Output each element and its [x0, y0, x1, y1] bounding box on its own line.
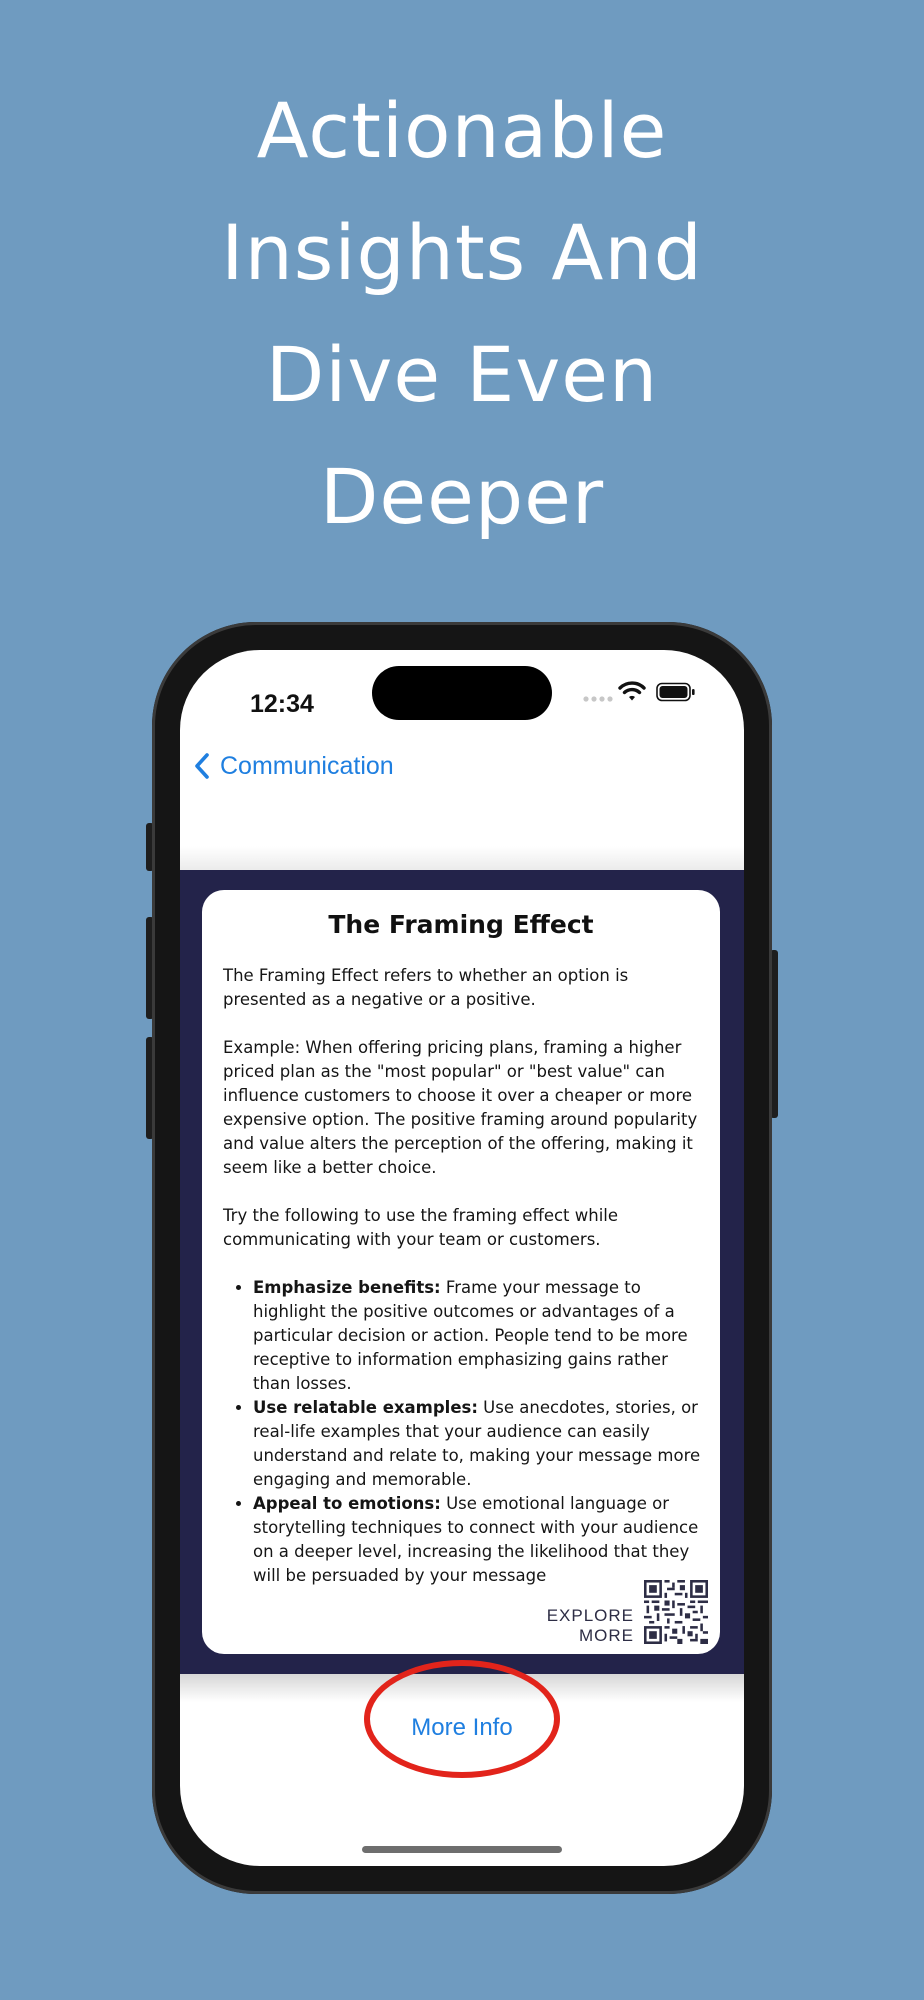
card-intro: The Framing Effect refers to whether an option is presented as a negative or a positive.	[223, 966, 629, 1009]
wifi-icon	[618, 680, 646, 702]
battery-icon	[656, 682, 696, 702]
more-info-button[interactable]: More Info	[411, 1714, 513, 1741]
tips-list	[223, 1276, 709, 1588]
explore-more-line-1: EXPLORE	[546, 1606, 634, 1625]
tip-item	[253, 1276, 709, 1396]
dynamic-island	[372, 666, 552, 720]
headline	[0, 70, 924, 558]
back-button[interactable]	[194, 746, 394, 786]
tip-text: Use emotional language or storytelling techniques to connect with your audience on a deeper level, increasing the likelihood that they will be persuaded by your message	[253, 1494, 699, 1585]
insight-card[interactable]	[202, 890, 720, 1654]
phone-screen	[180, 650, 744, 1866]
chevron-left-icon	[194, 752, 210, 780]
explore-more-label[interactable]	[547, 1606, 634, 1646]
headline-line-1: Actionable	[256, 86, 668, 175]
card-body	[223, 964, 709, 1588]
status-time: 12:34	[250, 690, 314, 718]
tip-title: Emphasize benefits:	[253, 1278, 441, 1297]
tip-text: Frame your message to highlight the positive outcomes or advantages of a particular decision or action. People tend to be more receptive to information emphasizing gains rather than losses.	[253, 1278, 688, 1393]
tip-text: Use anecdotes, stories, or real-life examples that your audience can easily understand and relate to, making your message more engaging and memorable.	[253, 1398, 701, 1489]
tip-item	[253, 1396, 709, 1492]
highlight-circle	[364, 1660, 560, 1778]
headline-line-4: Deeper	[319, 452, 605, 541]
card-try-text: Try the following to use the framing effect while communicating with your team or customers.	[223, 1206, 619, 1249]
tip-title: Use relatable examples:	[253, 1398, 478, 1417]
qr-code-icon[interactable]	[644, 1580, 708, 1644]
card-example: Example: When offering pricing plans, framing a higher priced plan as the "most popular" or "best value" can influence customers to choose it over a cheaper or more expensive option. The positive framing around popularity and value alters the perception of the offering, making it seem like a better choice.	[223, 1038, 698, 1177]
card-title: The Framing Effect	[328, 910, 594, 939]
tip-item	[253, 1492, 709, 1588]
home-indicator	[362, 1846, 562, 1853]
back-button-label: Communication	[220, 751, 394, 780]
tip-title: Appeal to emotions:	[253, 1494, 441, 1513]
headline-line-2: Insights And	[221, 208, 703, 297]
explore-more-line-2: MORE	[579, 1626, 634, 1645]
band-shadow	[180, 846, 744, 870]
signal-dots-icon	[583, 695, 613, 703]
headline-line-3: Dive Even	[265, 330, 659, 419]
